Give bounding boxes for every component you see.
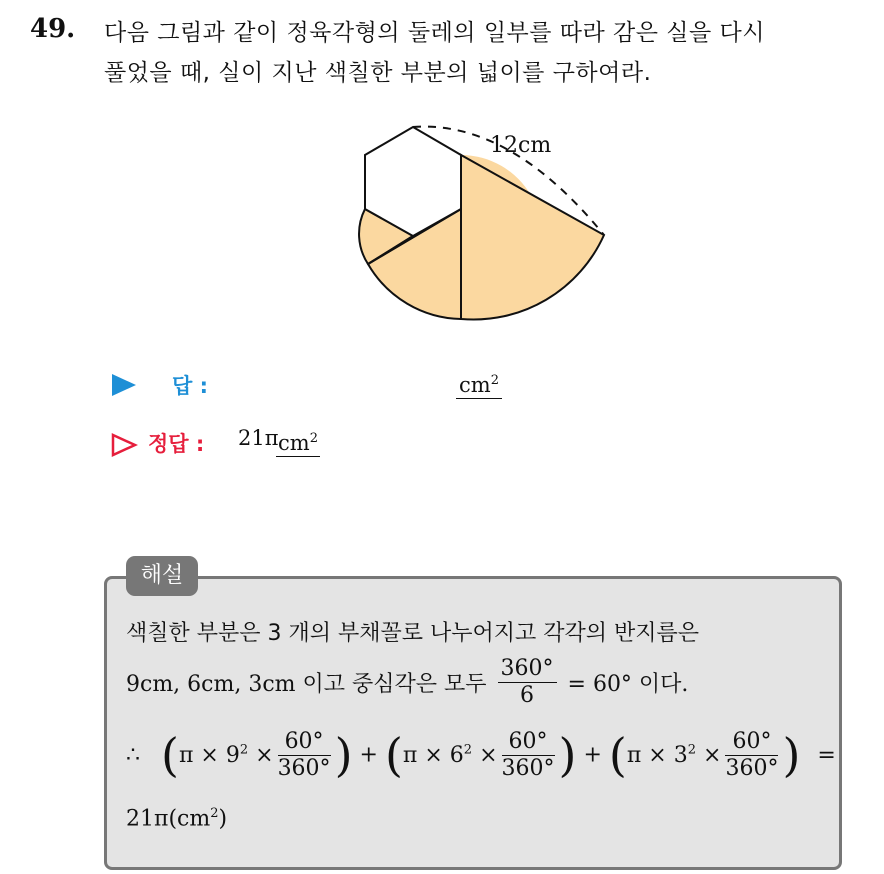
explanation-formula [126,728,836,790]
explanation-line-2 [126,656,688,714]
paren-close-1: ) [334,728,353,782]
explanation-tab: 해설 [126,556,198,596]
term-3-fraction [725,729,778,782]
term-1-fraction [278,729,331,782]
correct-marker-icon [110,432,138,458]
plus-1: + [359,742,378,768]
term-1-base: π × 9 [178,742,240,768]
term-1-times: × [255,742,274,768]
plus-2: + [583,742,602,768]
term-2-num: 60° [502,729,555,756]
term-1-den: 360° [277,755,331,781]
answer-input[interactable] [456,368,502,399]
result-exp: 2 [210,806,219,821]
question-number: 49. [30,14,76,44]
term-3-base: π × 3 [626,742,688,768]
correct-unit-base: cm [278,431,310,455]
term-2-base: π × 6 [402,742,464,768]
explanation-line-1: 색칠한 부분은 3 개의 부채꼴로 나누어지고 각각의 반지름은 [126,621,699,646]
term-3-den: 360° [725,755,779,781]
term-2-pre [403,743,498,768]
term-2-den: 360° [501,755,555,781]
term-3-exp: 2 [687,742,697,758]
fraction-denominator: 6 [520,683,535,708]
paren-close-3: ) [782,728,801,782]
correct-label: 정답 : [148,432,205,456]
paren-close-2: ) [558,728,577,782]
term-1-num: 60° [278,729,331,756]
correct-unit [276,426,320,457]
term-1-pre [179,743,274,768]
paren-open-1: ( [161,728,179,782]
length-label: 12cm [490,133,552,158]
sector-9cm [461,155,604,320]
correct-value: 21π [238,426,279,450]
correct-answer-row [108,428,508,462]
answer-unit-exp: 2 [490,373,499,388]
paren-open-2: ( [384,728,403,782]
term-2-fraction [502,729,555,782]
explanation-line-2-tail: = 60° 이다. [567,672,689,697]
fraction-numerator: 360° [498,656,557,683]
term-3-num: 60° [725,729,778,756]
paren-open-3: ( [608,728,627,782]
answer-unit-base: cm [459,373,491,397]
answer-row [108,370,528,404]
result-value: 21π(cm [126,806,211,832]
explanation-line-2-text: 9cm, 6cm, 3cm 이고 중심각은 모두 [126,672,487,697]
result-close: ) [218,806,228,832]
equals-sign: = [817,742,836,768]
question-text-line-2: 풀었을 때, 실이 지난 색칠한 부분의 넓이를 구하여라. [104,60,652,86]
question-text-line-1: 다음 그림과 같이 정육각형의 둘레의 일부를 따라 감은 실을 다시 [104,20,765,46]
answer-label: 답 : [172,374,208,398]
figure-drawing [340,110,630,335]
term-1-exp: 2 [239,742,249,758]
explanation-fraction [498,656,557,709]
correct-unit-exp: 2 [309,431,318,446]
term-3-times: × [703,742,722,768]
therefore-symbol: ∴ [126,742,140,768]
term-2-times: × [479,742,498,768]
explanation-result [126,806,227,831]
term-3-pre [627,743,722,768]
answer-marker-icon [110,372,138,398]
term-2-exp: 2 [463,742,473,758]
